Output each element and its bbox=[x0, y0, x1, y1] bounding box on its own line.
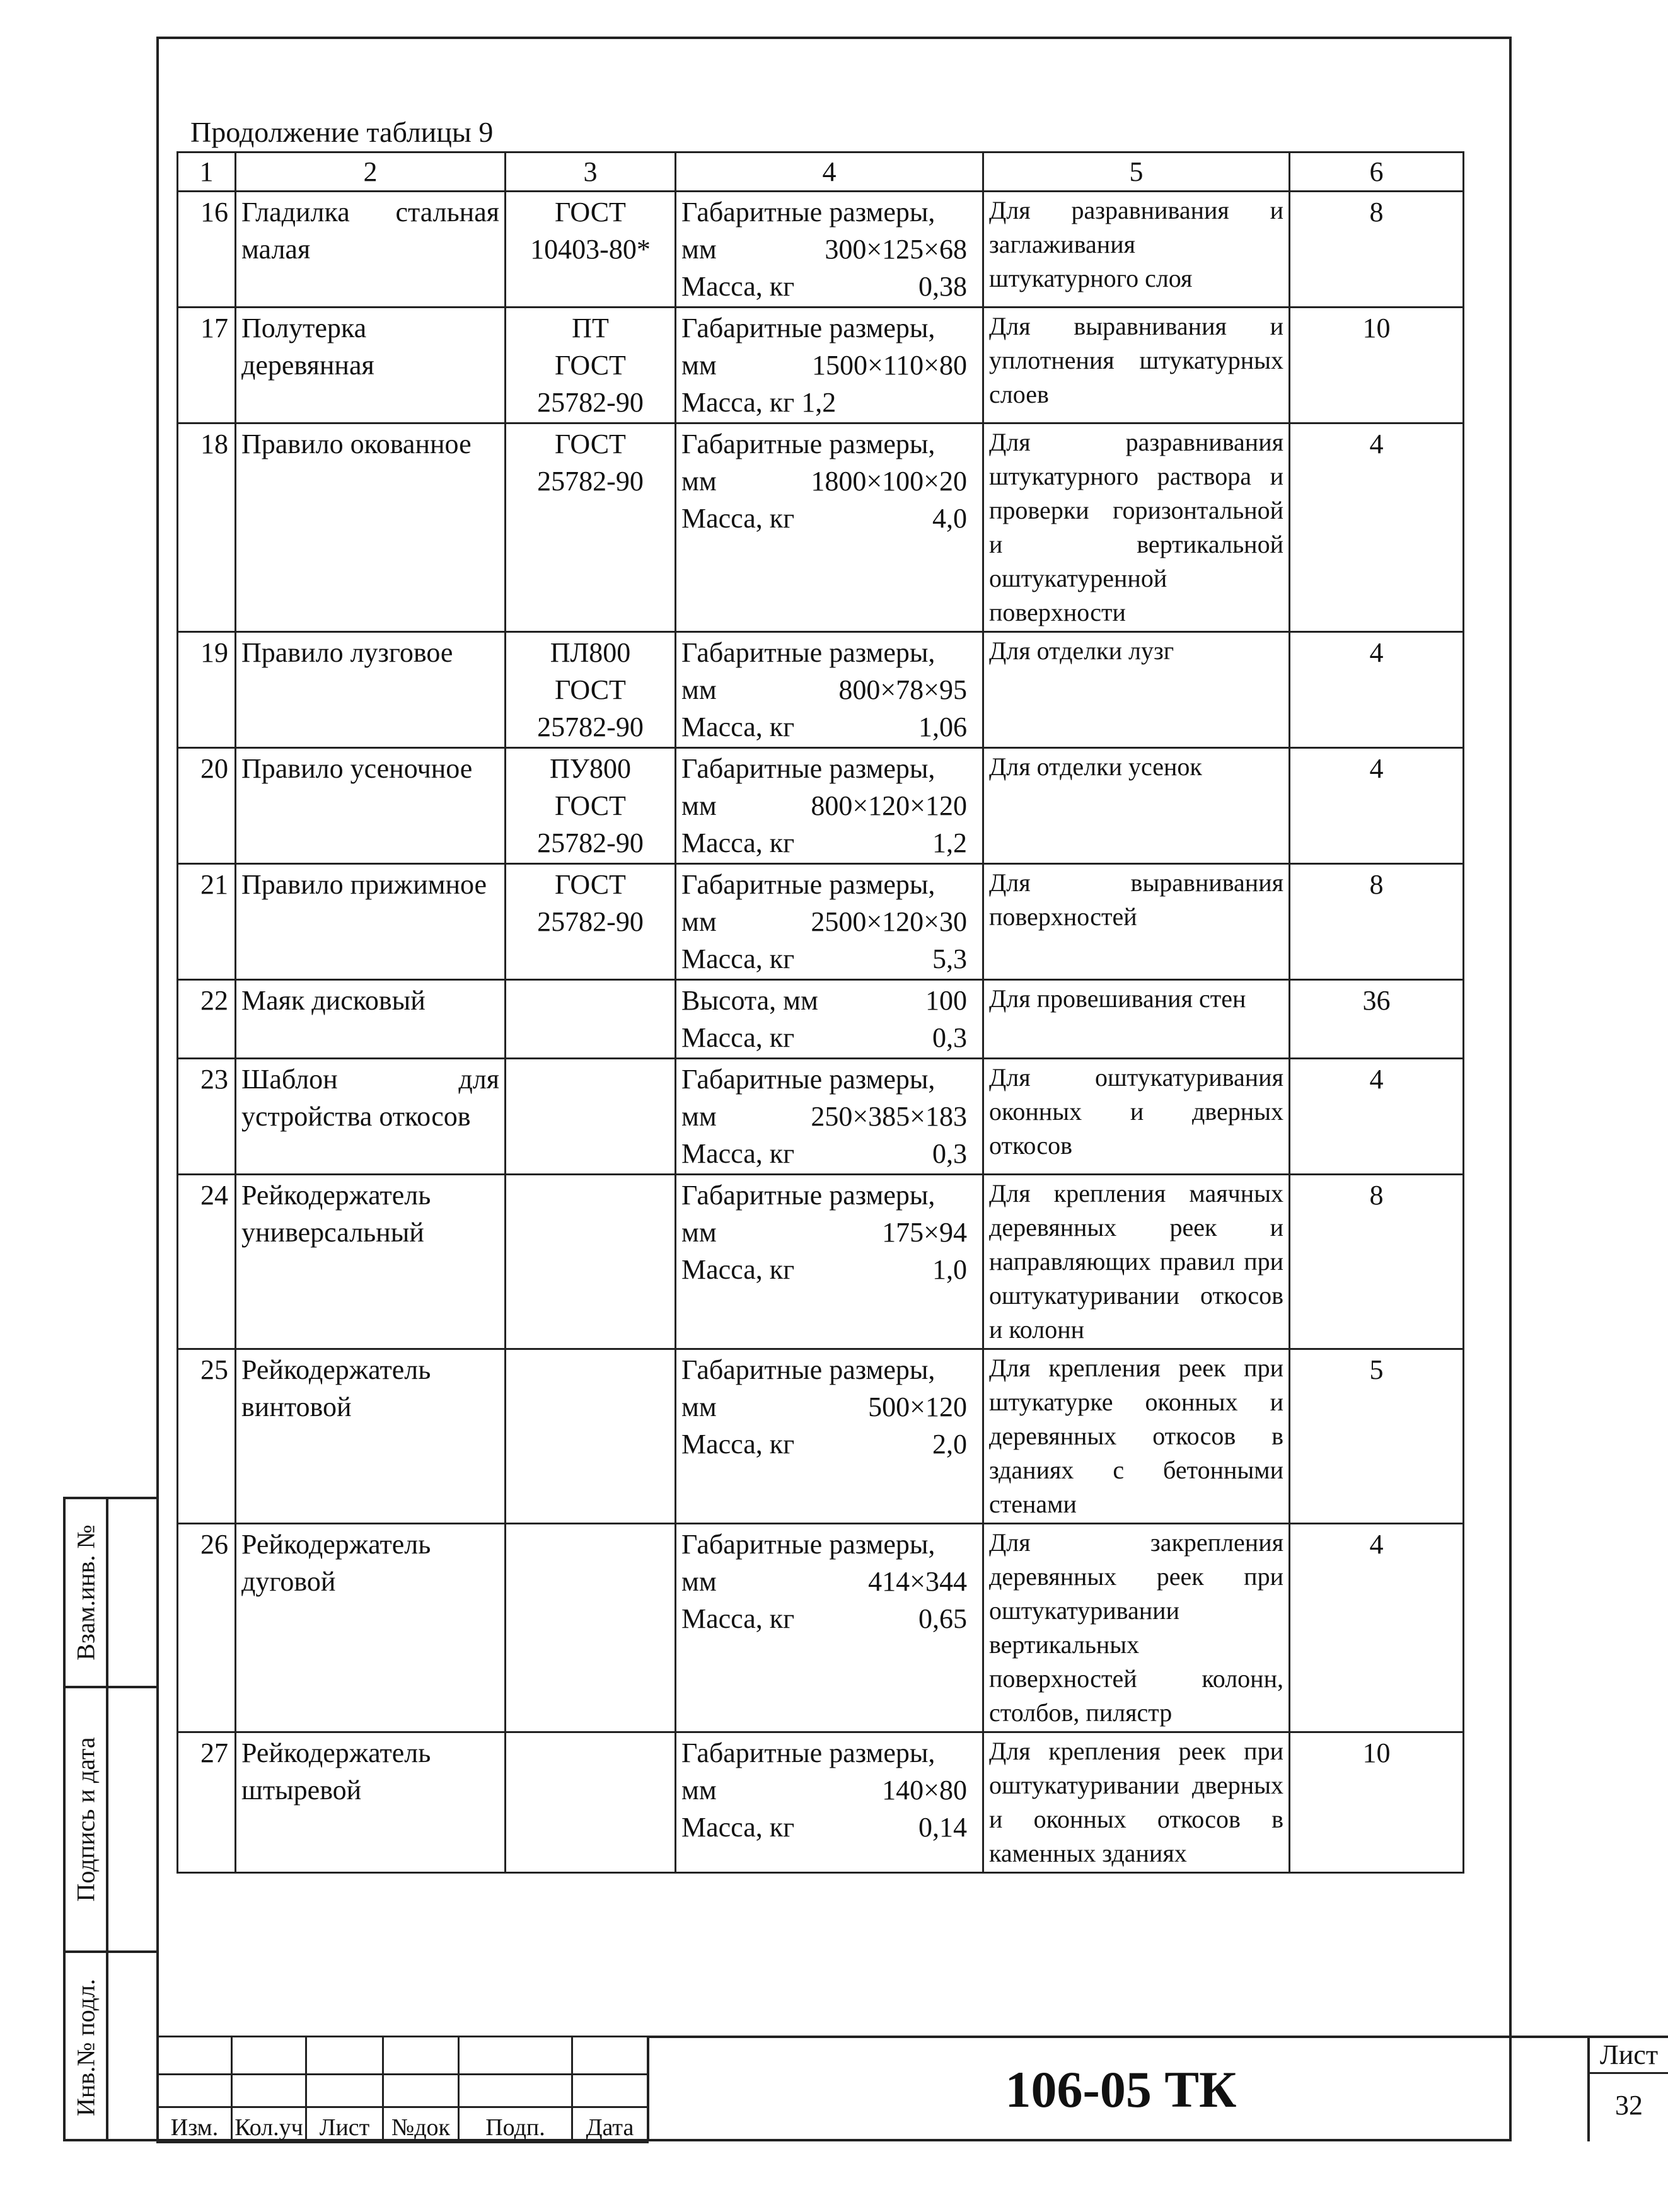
param-label: Масса, кг bbox=[681, 1022, 795, 1053]
param-label: мм bbox=[681, 1391, 717, 1422]
row-number: 26 bbox=[178, 1524, 236, 1732]
table-row bbox=[178, 980, 1464, 1059]
table-row bbox=[178, 423, 1464, 632]
param-line bbox=[681, 231, 977, 268]
item-name: Шаблон для устройства откосов bbox=[236, 1059, 506, 1175]
param-label: Габаритные размеры, bbox=[681, 1529, 935, 1560]
title-block bbox=[156, 2036, 1659, 2141]
item-purpose: Для оштукатуривания оконных и дверных откосов bbox=[983, 1059, 1290, 1175]
standard-line: 25782-90 bbox=[537, 387, 644, 418]
item-quantity: 4 bbox=[1290, 423, 1464, 632]
param-line bbox=[681, 708, 977, 746]
revision-grid bbox=[156, 2036, 649, 2143]
item-purpose: Для отделки лузг bbox=[983, 632, 1290, 748]
param-value: 2,0 bbox=[932, 1429, 967, 1460]
item-purpose: Для разравнивания и заглаживания штукатурного слоя bbox=[983, 192, 1290, 308]
param-line bbox=[681, 824, 977, 861]
param-line bbox=[681, 634, 977, 671]
params-cell bbox=[676, 1349, 983, 1524]
param-line bbox=[681, 750, 977, 787]
param-line bbox=[681, 1214, 977, 1251]
standard-cell bbox=[506, 1059, 676, 1175]
param-line bbox=[681, 500, 977, 537]
table-row bbox=[178, 308, 1464, 423]
param-label: Масса, кг bbox=[681, 1254, 795, 1285]
param-value bbox=[967, 634, 977, 671]
item-quantity: 8 bbox=[1290, 864, 1464, 980]
header-cell: 6 bbox=[1290, 153, 1464, 192]
standard-line: ГОСТ bbox=[555, 790, 626, 821]
param-value: 140×80 bbox=[882, 1775, 967, 1806]
param-value: 1,06 bbox=[918, 711, 967, 742]
param-value: 5,3 bbox=[932, 943, 967, 974]
row-number: 21 bbox=[178, 864, 236, 980]
item-name: Рейкодержатель универсальный bbox=[236, 1175, 506, 1349]
standard-line: ГОСТ bbox=[555, 869, 626, 900]
revision-column-label: Дата bbox=[572, 2107, 648, 2143]
param-label: мм bbox=[681, 350, 717, 381]
standard-cell bbox=[506, 1175, 676, 1349]
stamp-inv bbox=[66, 1953, 156, 2141]
param-value: 0,38 bbox=[918, 271, 967, 302]
param-value bbox=[967, 750, 977, 787]
param-line bbox=[681, 425, 977, 463]
table-caption: Продолжение таблицы 9 bbox=[190, 116, 494, 148]
standard-cell bbox=[506, 192, 676, 308]
revision-column-label: Подп. bbox=[459, 2107, 572, 2143]
revision-column-label: Кол.уч bbox=[232, 2107, 306, 2143]
param-value: 0,3 bbox=[932, 1022, 967, 1053]
document-code bbox=[647, 2036, 1592, 2141]
stamp-inv-label: Инв.№ подл. bbox=[71, 1978, 100, 2116]
param-label: Масса, кг bbox=[681, 943, 795, 974]
row-number: 19 bbox=[178, 632, 236, 748]
param-value: 0,3 bbox=[932, 1138, 967, 1169]
table-row bbox=[178, 192, 1464, 308]
param-line bbox=[681, 671, 977, 708]
param-label: Масса, кг bbox=[681, 503, 795, 534]
item-purpose: Для разравнивания штукатурного раствора и проверки горизонтальной и вертикальной оштукатуренной поверхности bbox=[983, 423, 1290, 632]
param-value: 0,14 bbox=[918, 1812, 967, 1843]
standard-line: ГОСТ bbox=[555, 197, 626, 228]
table-row bbox=[178, 1175, 1464, 1349]
item-purpose: Для закрепления деревянных реек при оштукатуривании вертикальных поверхностей колонн, столбов, пилястр bbox=[983, 1524, 1290, 1732]
param-line bbox=[681, 384, 977, 421]
param-line bbox=[681, 1251, 977, 1288]
param-label: Высота, мм bbox=[681, 985, 818, 1016]
table-row bbox=[178, 1349, 1464, 1524]
param-value: 414×344 bbox=[868, 1566, 967, 1597]
param-line bbox=[681, 866, 977, 903]
standard-cell bbox=[506, 632, 676, 748]
standard-line: ПТ bbox=[572, 313, 609, 343]
param-line bbox=[681, 982, 977, 1019]
param-label: Габаритные размеры, bbox=[681, 637, 935, 668]
row-number: 23 bbox=[178, 1059, 236, 1175]
param-value: 800×78×95 bbox=[838, 674, 967, 705]
row-number: 27 bbox=[178, 1732, 236, 1873]
param-label: мм bbox=[681, 1566, 717, 1597]
param-value: 1800×100×20 bbox=[811, 466, 967, 497]
item-name: Правило окованное bbox=[236, 423, 506, 632]
header-cell: 2 bbox=[236, 153, 506, 192]
header-cell: 1 bbox=[178, 153, 236, 192]
standard-line: ГОСТ bbox=[555, 674, 626, 705]
params-cell bbox=[676, 1175, 983, 1349]
param-label: Габаритные размеры, bbox=[681, 869, 935, 900]
stamp-vzam-label: Взам.инв. № bbox=[71, 1524, 100, 1661]
param-line bbox=[681, 1019, 977, 1056]
row-number: 20 bbox=[178, 748, 236, 864]
standard-line: 25782-90 bbox=[537, 906, 644, 937]
table-row bbox=[178, 864, 1464, 980]
param-line bbox=[681, 347, 977, 384]
row-number: 18 bbox=[178, 423, 236, 632]
params-cell bbox=[676, 423, 983, 632]
param-label: Габаритные размеры, bbox=[681, 313, 935, 343]
item-name: Рейкодержатель штыревой bbox=[236, 1732, 506, 1873]
standard-line: ПУ800 bbox=[550, 753, 631, 784]
param-line bbox=[681, 1098, 977, 1135]
standard-line: ГОСТ bbox=[555, 429, 626, 459]
document-code-text: 106-05 ТК bbox=[1005, 2061, 1237, 2118]
item-quantity: 4 bbox=[1290, 1059, 1464, 1175]
param-line bbox=[681, 1526, 977, 1563]
item-name: Правило лузговое bbox=[236, 632, 506, 748]
param-label: мм bbox=[681, 906, 717, 937]
item-purpose: Для крепления маячных деревянных реек и направляющих правил при оштукатуривании откосов и колонн bbox=[983, 1175, 1290, 1349]
item-purpose: Для крепления реек при оштукатуривании дверных и оконных откосов в каменных зданиях bbox=[983, 1732, 1290, 1873]
param-label: Габаритные размеры, bbox=[681, 1064, 935, 1095]
row-number: 24 bbox=[178, 1175, 236, 1349]
row-number: 16 bbox=[178, 192, 236, 308]
param-line bbox=[681, 1177, 977, 1214]
param-label: Габаритные размеры, bbox=[681, 753, 935, 784]
row-number: 17 bbox=[178, 308, 236, 423]
item-name: Маяк дисковый bbox=[236, 980, 506, 1059]
param-value: 500×120 bbox=[868, 1391, 967, 1422]
param-line bbox=[681, 1388, 977, 1426]
stamp-podpis bbox=[66, 1688, 156, 1953]
param-line bbox=[681, 1351, 977, 1388]
param-value bbox=[967, 866, 977, 903]
param-value bbox=[967, 309, 977, 347]
standard-line: 10403-80* bbox=[530, 234, 651, 265]
stamp-podpis-label: Подпись и дата bbox=[71, 1737, 100, 1902]
row-number: 22 bbox=[178, 980, 236, 1059]
param-label: мм bbox=[681, 1101, 717, 1132]
table-row bbox=[178, 1732, 1464, 1873]
param-line bbox=[681, 1600, 977, 1637]
sheet-number: 32 bbox=[1615, 2090, 1643, 2121]
standard-line: ГОСТ bbox=[555, 350, 626, 381]
param-value: 2500×120×30 bbox=[811, 906, 967, 937]
header-row bbox=[178, 153, 1464, 192]
table-row bbox=[178, 748, 1464, 864]
param-label: мм bbox=[681, 674, 717, 705]
table-row bbox=[178, 1524, 1464, 1732]
param-value: 800×120×120 bbox=[811, 790, 967, 821]
item-quantity: 8 bbox=[1290, 1175, 1464, 1349]
header-cell: 5 bbox=[983, 153, 1290, 192]
item-quantity: 5 bbox=[1290, 1349, 1464, 1524]
standard-cell bbox=[506, 308, 676, 423]
param-label: Масса, кг bbox=[681, 1603, 795, 1634]
param-value bbox=[967, 1177, 977, 1214]
standard-line: 25782-90 bbox=[537, 711, 644, 742]
params-cell bbox=[676, 1059, 983, 1175]
item-purpose: Для выравнивания поверхностей bbox=[983, 864, 1290, 980]
params-cell bbox=[676, 192, 983, 308]
param-value bbox=[967, 1061, 977, 1098]
param-label: мм bbox=[681, 1775, 717, 1806]
params-cell bbox=[676, 980, 983, 1059]
param-line bbox=[681, 193, 977, 231]
item-quantity: 8 bbox=[1290, 192, 1464, 308]
param-label: Масса, кг 1,2 bbox=[681, 387, 837, 418]
params-cell bbox=[676, 864, 983, 980]
item-name: Полутерка деревянная bbox=[236, 308, 506, 423]
standard-cell bbox=[506, 980, 676, 1059]
param-value: 1500×110×80 bbox=[812, 350, 967, 381]
standard-cell bbox=[506, 864, 676, 980]
header-cell: 3 bbox=[506, 153, 676, 192]
revision-column-label: №док bbox=[383, 2107, 459, 2143]
param-line bbox=[681, 1061, 977, 1098]
item-quantity: 10 bbox=[1290, 1732, 1464, 1873]
row-number: 25 bbox=[178, 1349, 236, 1524]
param-label: Масса, кг bbox=[681, 1812, 795, 1843]
side-stamp bbox=[63, 1497, 156, 2141]
params-cell bbox=[676, 1732, 983, 1873]
standard-cell bbox=[506, 1349, 676, 1524]
param-label: Масса, кг bbox=[681, 1138, 795, 1169]
param-label: Габаритные размеры, bbox=[681, 1354, 935, 1385]
param-value bbox=[967, 1526, 977, 1563]
params-cell bbox=[676, 632, 983, 748]
item-quantity: 4 bbox=[1290, 748, 1464, 864]
item-purpose: Для крепления реек при штукатурке оконных и деревянных откосов в зданиях с бетонными стенами bbox=[983, 1349, 1290, 1524]
params-cell bbox=[676, 1524, 983, 1732]
param-value bbox=[967, 425, 977, 463]
params-cell bbox=[676, 308, 983, 423]
item-purpose: Для провешивания стен bbox=[983, 980, 1290, 1059]
item-quantity: 10 bbox=[1290, 308, 1464, 423]
param-value bbox=[967, 1734, 977, 1771]
standard-cell bbox=[506, 1732, 676, 1873]
param-label: мм bbox=[681, 234, 717, 265]
param-label: мм bbox=[681, 466, 717, 497]
param-value bbox=[967, 384, 977, 421]
param-value: 250×385×183 bbox=[811, 1101, 967, 1132]
item-name: Гладилка стальная малая bbox=[236, 192, 506, 308]
param-line bbox=[681, 1771, 977, 1809]
param-line bbox=[681, 903, 977, 940]
param-value bbox=[967, 1351, 977, 1388]
standard-line: 25782-90 bbox=[537, 466, 644, 497]
item-name: Правило прижимное bbox=[236, 864, 506, 980]
param-label: мм bbox=[681, 1217, 717, 1248]
param-label: мм bbox=[681, 790, 717, 821]
param-label: Масса, кг bbox=[681, 271, 795, 302]
stamp-vzam bbox=[66, 1499, 156, 1688]
param-line bbox=[681, 1809, 977, 1846]
param-value: 100 bbox=[925, 985, 967, 1016]
param-line bbox=[681, 1734, 977, 1771]
param-line bbox=[681, 940, 977, 977]
table-row bbox=[178, 632, 1464, 748]
item-name: Рейкодержатель дуговой bbox=[236, 1524, 506, 1732]
equipment-table bbox=[177, 151, 1464, 1874]
param-value: 175×94 bbox=[882, 1217, 967, 1248]
param-line bbox=[681, 463, 977, 500]
table-row bbox=[178, 1059, 1464, 1175]
param-label: Габаритные размеры, bbox=[681, 197, 935, 228]
item-name: Правило усеночное bbox=[236, 748, 506, 864]
param-label: Габаритные размеры, bbox=[681, 1180, 935, 1211]
standard-cell bbox=[506, 423, 676, 632]
param-line bbox=[681, 309, 977, 347]
revision-column-label: Лист bbox=[306, 2107, 383, 2143]
standard-cell bbox=[506, 748, 676, 864]
param-label: Масса, кг bbox=[681, 1429, 795, 1460]
param-value bbox=[967, 193, 977, 231]
param-label: Масса, кг bbox=[681, 711, 795, 742]
standard-cell bbox=[506, 1524, 676, 1732]
param-line bbox=[681, 1135, 977, 1172]
sheet-number-box bbox=[1587, 2036, 1668, 2141]
item-purpose: Для отделки усенок bbox=[983, 748, 1290, 864]
params-cell bbox=[676, 748, 983, 864]
param-line bbox=[681, 1563, 977, 1600]
param-value: 1,2 bbox=[932, 827, 967, 858]
standard-line: 25782-90 bbox=[537, 827, 644, 858]
param-line bbox=[681, 787, 977, 824]
item-quantity: 4 bbox=[1290, 1524, 1464, 1732]
param-line bbox=[681, 1426, 977, 1463]
param-line bbox=[681, 268, 977, 305]
param-label: Масса, кг bbox=[681, 827, 795, 858]
param-value: 0,65 bbox=[918, 1603, 967, 1634]
param-label: Габаритные размеры, bbox=[681, 1737, 935, 1768]
header-cell: 4 bbox=[676, 153, 983, 192]
item-quantity: 4 bbox=[1290, 632, 1464, 748]
param-label: Габаритные размеры, bbox=[681, 429, 935, 459]
item-name: Рейкодержатель винтовой bbox=[236, 1349, 506, 1524]
revision-column-label: Изм. bbox=[158, 2107, 232, 2143]
param-value: 4,0 bbox=[932, 503, 967, 534]
param-value: 300×125×68 bbox=[825, 234, 967, 265]
item-purpose: Для выравнивания и уплотнения штукатурных слоев bbox=[983, 308, 1290, 423]
sheet-label: Лист bbox=[1590, 2038, 1668, 2074]
item-quantity: 36 bbox=[1290, 980, 1464, 1059]
standard-line: ПЛ800 bbox=[550, 637, 631, 668]
param-value: 1,0 bbox=[932, 1254, 967, 1285]
